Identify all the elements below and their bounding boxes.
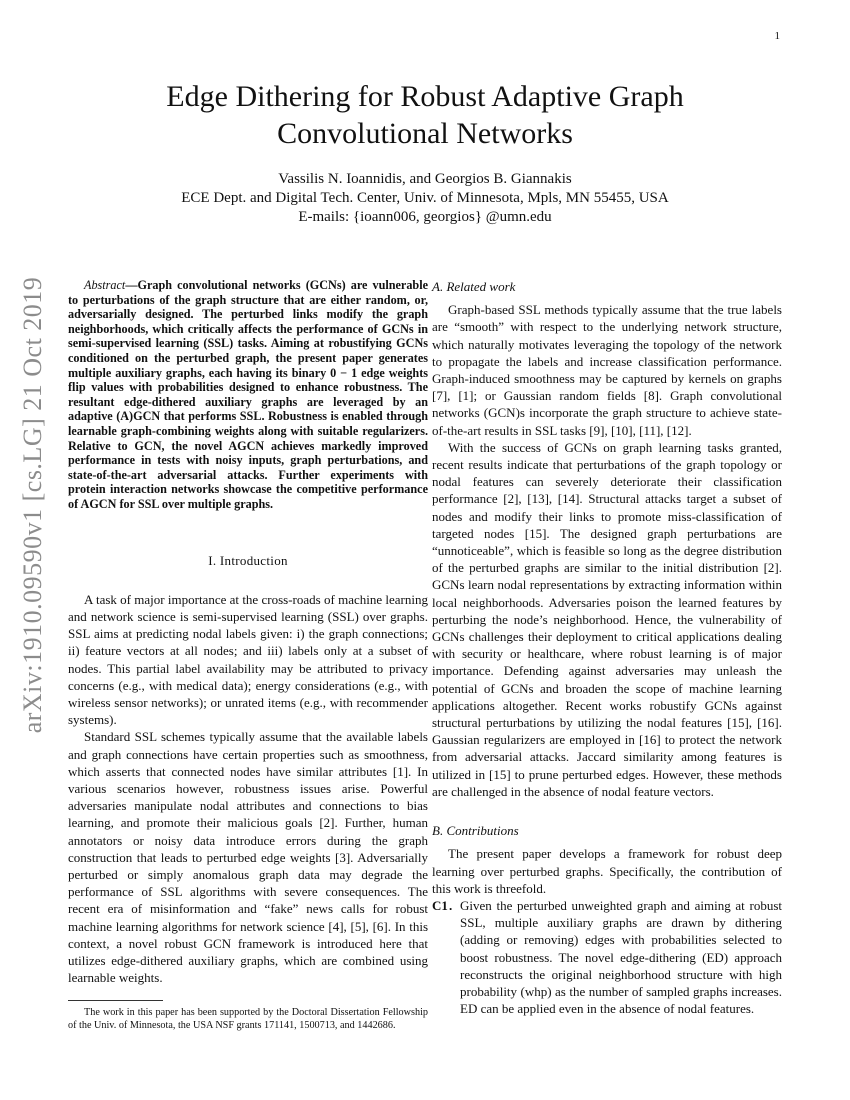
abstract [68, 278, 428, 512]
footnote-divider [68, 1000, 163, 1001]
paper-header [0, 78, 850, 227]
right-column [432, 278, 782, 1017]
related-paragraph-1: Graph-based SSL methods typically assume that the true labels are “smooth” with respect to the underlying network structure, which naturally motivates leveraging the topology of the network to propagate the labels and increase classification performance. Graph-induced smoothness may be captured by kernels on graphs [7], [1]; or Gaussian random fields [8]. Graph convolutional networks (GCN)s incorporate the graph structure to achieve state-of-the-art results in SSL tasks [9], [10], [11], [12]. [432, 302, 782, 438]
intro-paragraph-2: Standard SSL schemes typically assume that the available labels and graph connections have certain properties such as smoothness, which asserts that connected nodes have similar attributes [1]. In various scenarios however, robustness issues arise. Powerful adversaries manipulate nodal attributes and connections to bias learning, and promote their malicious goals [2]. Further, human annotators or noisy data introduce errors during the graph construction that leads to perturbed edge weights [3]. Adversarially perturbed or simply anomalous graph data may degrade the performance of SSL algorithms with severe consequences. The recent era of misinformation and “fake” news calls for robust machine learning algorithms for network science [4], [5], [6]. In this context, a novel robust GCN framework is introduced here that utilizes edge-dithered auxiliary graphs, which are combined using learnable weights. [68, 729, 428, 986]
title-line-2: Convolutional Networks [277, 117, 573, 150]
contribution-label: C1 [432, 897, 448, 913]
subsection-contributions-heading: B. Contributions [432, 823, 519, 839]
author-names: Vassilis N. Ioannidis, and Georgios B. Giannakis [278, 171, 572, 187]
contribution-text: Given the perturbed unweighted graph and aiming at robust SSL, multiple auxiliary graphs are drawn by dithering (adding or removing) edges with probabilities selected to boost robustness. The novel edge-dithering (ED) approach reconstructs the original neighborhood structure with high probability (whp) as the number of sampled graphs increases. ED can be applied even in the absence of nodal features. [460, 897, 782, 1017]
abstract-text: —Graph convolutional networks (GCNs) are vulnerable to perturbations of the graph structure that are either random, or, adversarially designed. The perturbed links modify the graph neighborhoods, which critically affects the performance of GCNs in semi-supervised learning (SSL) tasks. Aiming at robustifying GCNs conditioned on the perturbed graph, the present paper generates multiple auxiliary graphs, each having its binary 0 − 1 edge weights flip values with probabilities designed to enhance robustness. The resultant edge-dithered auxiliary graphs are leveraged by an adaptive (A)GCN that performs SSL. Robustness is enabled through learnable graph-combining weights along with suitable regularizers. Relative to GCN, the novel AGCN achieves markedly improved performance in tests with noisy inputs, graph perturbations, and state-of-the-art adversarial attacks. Further experiments with protein interaction networks showcase the competitive performance of AGCN for SSL over multiple graphs. [68, 278, 428, 511]
paper-title [0, 78, 850, 152]
funding-footnote: The work in this paper has been supported by the Doctoral Dissertation Fellowship of the Univ. of Minnesota, the USA NSF grants 171141, 1500713, and 1442686. [68, 1007, 428, 1031]
related-paragraph-2: With the success of GCNs on graph learning tasks granted, recent results indicate that perturbations of the graph topology or nodal features can severely deteriorate their classification performance [2], [13], [14]. Structural attacks target a subset of nodes and modify their links to promote miss-classification of targeted nodes [15]. The designed graph perturbations are “unnoticeable”, which is feasible so long as the degree distribution of the perturbed graphs are similar to the initial distribution [2]. GCNs learn nodal representations by extracting information within local neighborhoods. Adversaries poison the learned features by perturbing the node’s neighborhood. Hence, the vulnerability of GCNs challenges their deployment to critical applications dealing with security or healthcare, where robust learning is of major importance. Defending against adversaries may unleash the potential of GCNs and broaden the scope of machine learning applications altogether. Recent works robustify GCNs against structural perturbations by utilizing the nodal features [15], [16]. Gaussian regularizers are employed in [16] to protect the network from adversarial attacks. Jaccard similarity among features is utilized in [15] to prune perturbed edges. However, these methods are challenged in the absence of nodal feature vectors. [432, 439, 782, 799]
subsection-related-work-heading: A. Related work [432, 279, 516, 294]
abstract-label: Abstract [84, 278, 126, 292]
title-line-1: Edge Dithering for Robust Adaptive Graph [166, 80, 684, 113]
author-block [0, 170, 850, 227]
left-column [68, 278, 428, 1032]
author-emails: E-mails: {ioann006, georgios} @umn.edu [298, 209, 552, 225]
contributions-intro: The present paper develops a framework for robust deep learning over perturbed graphs. Specifically, the contribution of this work is threefold. [432, 846, 782, 896]
affiliation: ECE Dept. and Digital Tech. Center, Univ. of Minnesota, Mpls, MN 55455, USA [181, 190, 669, 206]
contribution-item: C1 . Given the perturbed unweighted graph and aiming at robust SSL, multiple auxiliary graphs are drawn by dithering (adding or removing) edges with probabilities selected to boost robustness. The novel edge-dithering (ED) approach reconstructs the original neighborhood structure with high probability (whp) as the number of sampled graphs increases. ED can be applied even in the absence of nodal features. [432, 897, 782, 1017]
arxiv-watermark-text: arXiv:1910.09590v1 [cs.LG] 21 Oct 2019 [18, 276, 47, 734]
page-number: 1 [774, 30, 780, 42]
section-introduction-heading: I. Introduction [208, 552, 288, 568]
arxiv-watermark [18, 270, 48, 740]
intro-paragraph-1: A task of major importance at the cross-roads of machine learning and network science is semi-supervised learning (SSL) over graphs. SSL aims at predicting nodal labels given: i) the graph connections; ii) feature vectors at all nodes; and iii) labels only at a subset of nodes. This partial label availability may be attributed to privacy concerns (e.g., with medical data); energy considerations (e.g., with wireless sensor networks); or unrated items (e.g., with recommender systems). [68, 591, 428, 728]
